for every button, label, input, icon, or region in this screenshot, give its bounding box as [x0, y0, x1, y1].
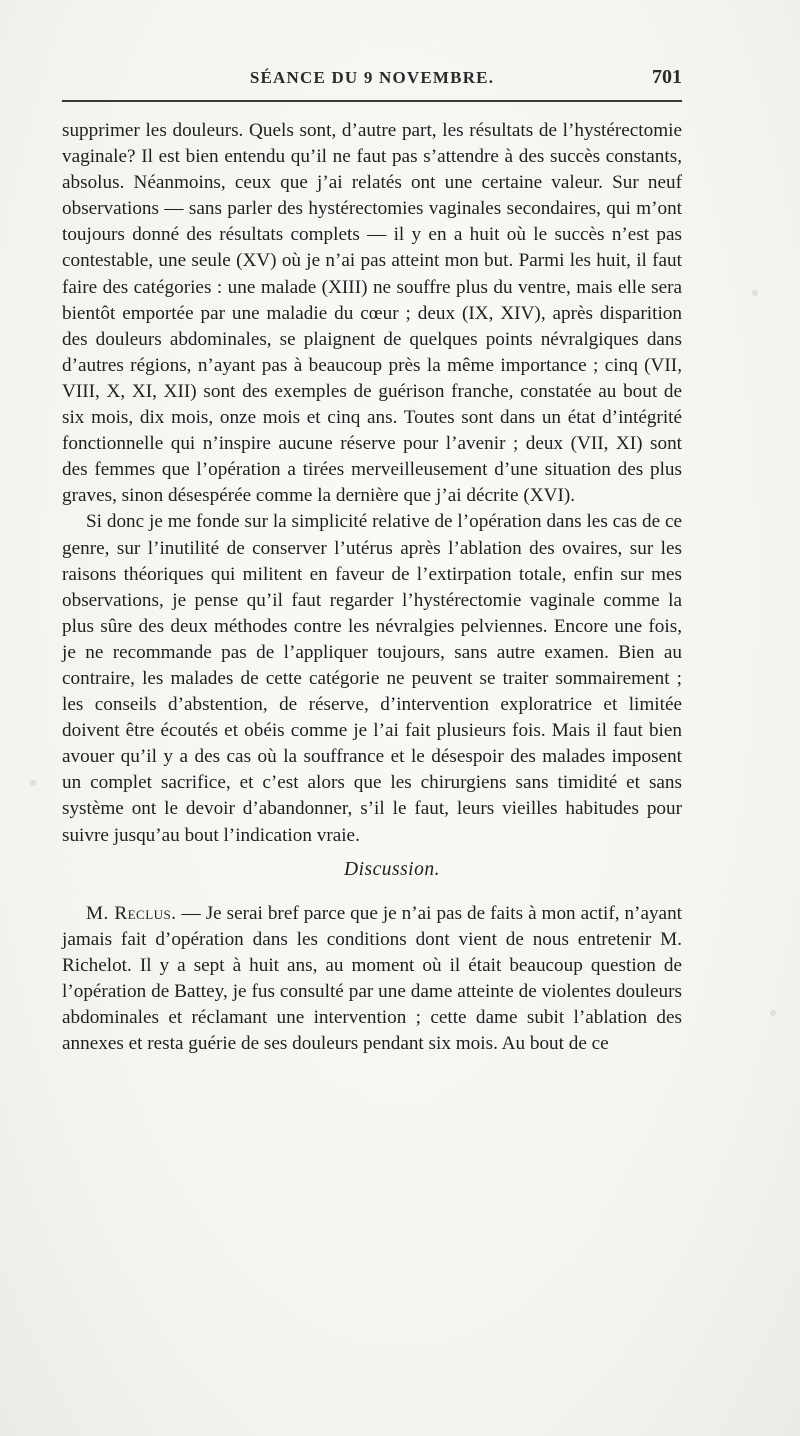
paragraph-1: supprimer les douleurs. Quels sont, d’autre part, les résultats de l’hystérectomie vaginale? Il est bien entendu qu’il ne faut pas s’attendre à des succès constants, absolus. Néanmoins, ceux que j’ai relatés ont une certaine valeur. Sur neuf observations — sans parler des hystérectomies vaginales secondaires, qui m’ont toujours donné des résultats complets — il y en a huit où le succès n’est pas contestable, une seule (XV) où je n’ai pas atteint mon but. Parmi les huit, il faut faire des catégories : une malade (XIII) ne souffre plus du ventre, mais elle sera bientôt emportée par une maladie du cœur ; deux (IX, XIV), après disparition des douleurs abdominales, se plaignent de quelques points névralgiques dans d’autres régions, n’ayant pas à beaucoup près la même importance ; cinq (VII, VIII, X, XI, XII) sont des exemples de guérison franche, constatée au bout de six mois, dix mois, onze mois et cinq ans. Toutes sont dans un état d’intégrité fonctionnelle qui n’inspire aucune réserve pour l’avenir ; deux (VII, XI) sont des femmes que l’opération a tirées merveilleusement d’une situation des plus graves, sinon désespérée comme la dernière que j’ai décrite (XVI). — [62, 120, 682, 507]
running-head — [62, 64, 682, 94]
section-heading: Discussion. — [344, 858, 440, 880]
body-text — [62, 118, 682, 1057]
paragraph-3 — [62, 901, 682, 1058]
paragraph-3-text: — Je serai bref parce que je n’ai pas de faits à mon actif, n’ayant jamais fait d’opération dans les conditions dont vient de nous entretenir M. Richelot. Il y a sept à huit ans, au moment où il était beaucoup question de l’opération de Battey, je fus consulté par une dame atteinte de violentes douleurs abdominales et réclamant une intervention ; cette dame subit l’ablation des annexes et resta guérie de ses douleurs pendant six mois. Au bout de ce — [62, 902, 682, 1055]
paper-speck — [30, 780, 36, 786]
speaker-name: M. Reclus. — [86, 902, 177, 924]
paper-speck — [752, 290, 758, 296]
header-rule — [62, 100, 682, 102]
page-number: 701 — [652, 66, 682, 88]
paragraph-2: Si donc je me fonde sur la simplicité relative de l’opération dans les cas de ce genre, sur l’inutilité de conserver l’utérus après l’ablation des ovaires, sur les raisons théoriques qui militent en faveur de l’extirpation totale, enfin sur mes observations, je pense qu’il faut regarder l’hystérectomie vaginale comme la plus sûre des deux méthodes contre les névralgies pelviennes. Encore une fois, je ne recommande pas de l’appliquer toujours, sans autre examen. Bien au contraire, les malades de cette catégorie ne peuvent se traiter sommairement ; les conseils d’abstention, de réserve, d’intervention exploratrice et limitée doivent être écoutés et obéis comme je l’ai fait plusieurs fois. Mais il faut bien avouer qu’il y a des cas où la souffrance et le désespoir des malades imposent un complet sacrifice, et c’est alors que les chirurgiens sans timidité et sans système ont le devoir d’abandonner, s’il le faut, leurs vieilles habitudes pour suivre jusqu’au bout l’indication vraie. — [62, 511, 682, 846]
paper-speck — [770, 1010, 776, 1016]
running-title: SÉANCE DU 9 NOVEMBRE. — [249, 68, 495, 87]
